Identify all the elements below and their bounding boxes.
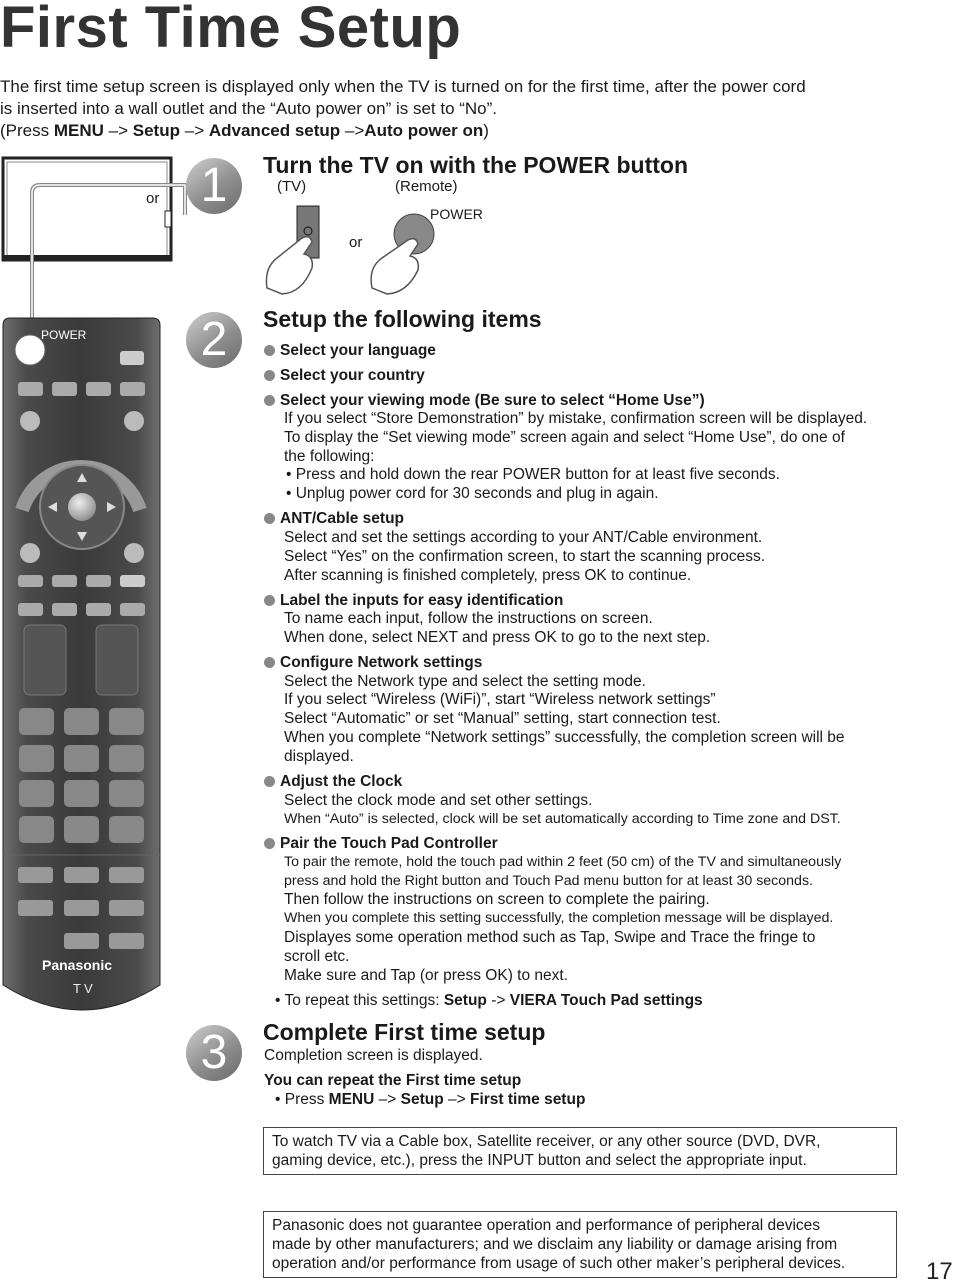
text-line: displayed. — [284, 748, 354, 765]
page-number: 17 — [926, 1258, 953, 1285]
item-network: Configure Network settings — [264, 654, 482, 672]
text-line: scroll etc. — [284, 948, 350, 965]
text-line: To display the “Set viewing mode” screen again and select “Home Use”, do one of — [284, 429, 845, 446]
text-line: When you complete “Network settings” successfully, the completion screen will be — [284, 729, 845, 746]
note-line: gaming device, etc.), press the INPUT button and select the appropriate input. — [272, 1152, 807, 1169]
item-ant-cable: ANT/Cable setup — [264, 510, 404, 528]
text-line: Select the clock mode and set other settings. — [284, 792, 593, 809]
text-line: If you select “Store Demonstration” by mistake, confirmation screen will be displayed. — [284, 410, 868, 427]
note-line: To watch TV via a Cable box, Satellite receiver, or any other source (DVD, DVR, — [272, 1133, 821, 1150]
item-viewing-mode: Select your viewing mode (Be sure to select “Home Use”) — [264, 392, 705, 410]
text-line: Then follow the instructions on screen to complete the pairing. — [284, 891, 710, 908]
text-line: Select “Yes” on the confirmation screen, to start the scanning process. — [284, 548, 766, 565]
text-line: When done, select NEXT and press OK to go to the next step. — [284, 629, 711, 646]
text-line: To pair the remote, hold the touch pad within 2 feet (50 cm) of the TV and simultaneously — [284, 854, 842, 870]
or-label: or — [349, 234, 363, 251]
text-line: press and hold the Right button and Touch Pad menu button for at least 30 seconds. — [284, 873, 813, 889]
text-line: Displayes some operation method such as Tap, Swipe and Trace the fringe to — [284, 929, 816, 946]
text-line: Select the Network type and select the setting mode. — [284, 673, 646, 690]
step-1-title: Turn the TV on with the POWER button — [263, 152, 689, 178]
item-pair-touchpad: Pair the Touch Pad Controller — [264, 835, 498, 853]
repeat-title: You can repeat the First time setup — [264, 1072, 522, 1089]
step-1-badge: 1 — [186, 158, 242, 214]
note-line: Panasonic does not guarantee operation and performance of peripheral devices — [272, 1217, 821, 1234]
item-label-inputs: Label the inputs for easy identification — [264, 592, 563, 610]
tv-or-label: or — [146, 190, 160, 207]
remote-power-label: POWER — [41, 328, 87, 342]
item-language: Select your language — [264, 342, 436, 360]
note-line: made by other manufacturers; and we disclaim any liability or damage arising from — [272, 1236, 838, 1253]
text-line: To name each input, follow the instructions on screen. — [284, 610, 653, 627]
step-3-badge: 3 — [186, 1025, 242, 1081]
text-line: Make sure and Tap (or press OK) to next. — [284, 967, 569, 984]
step-2-title: Setup the following items — [263, 306, 542, 332]
disclaimer-box — [263, 1211, 897, 1278]
text-line: If you select “Wireless (WiFi)”, start “Wireless network settings” — [284, 691, 716, 708]
item-country: Select your country — [264, 367, 425, 385]
text-line: When “Auto” is selected, clock will be set automatically according to Time zone and DST. — [284, 811, 841, 827]
text-line: the following: — [284, 448, 375, 465]
intro-line-1: The first time setup screen is displayed only when the TV is turned on for the first time, after the power cord — [0, 77, 806, 96]
tv-remote-illustration — [0, 155, 250, 1025]
input-note-box — [263, 1127, 897, 1175]
text-line: When you complete this setting successfully, the completion message will be displayed. — [284, 910, 834, 926]
step-2-badge: 2 — [186, 312, 242, 368]
repeat-touchpad-setting: • To repeat this settings: Setup -> VIERA Touch Pad settings — [275, 992, 703, 1009]
step-3-title: Complete First time setup — [263, 1019, 546, 1045]
brand-logo: Panasonic — [42, 957, 113, 973]
tv-illustration — [3, 158, 171, 261]
repeat-instructions: • Press MENU –> Setup –> First time setup — [275, 1091, 586, 1108]
text-line: • Press and hold down the rear POWER button for at least five seconds. — [286, 466, 780, 483]
text-line: Select and set the settings according to your ANT/Cable environment. — [284, 529, 763, 546]
remote-tv-label: TV — [73, 981, 96, 996]
note-line: operation and/or performance from usage of such other maker’s peripheral devices. — [272, 1255, 846, 1272]
intro-line-3: (Press MENU –> Setup –> Advanced setup –>Auto power on) — [0, 121, 489, 140]
text-line: Select “Automatic” or set “Manual” setting, start connection test. — [284, 710, 721, 727]
item-clock: Adjust the Clock — [264, 773, 402, 791]
intro-line-2: is inserted into a wall outlet and the “Auto power on” is set to “No”. — [0, 99, 498, 118]
remote-label: (Remote) — [395, 178, 458, 195]
completion-text: Completion screen is displayed. — [264, 1047, 483, 1064]
power-label: POWER — [430, 206, 483, 222]
text-line: After scanning is finished completely, press OK to continue. — [284, 567, 692, 584]
text-line: • Unplug power cord for 30 seconds and plug in again. — [286, 485, 659, 502]
page-title: First Time Setup — [0, 0, 462, 60]
remote-illustration — [3, 318, 160, 1010]
tv-label: (TV) — [277, 178, 307, 195]
